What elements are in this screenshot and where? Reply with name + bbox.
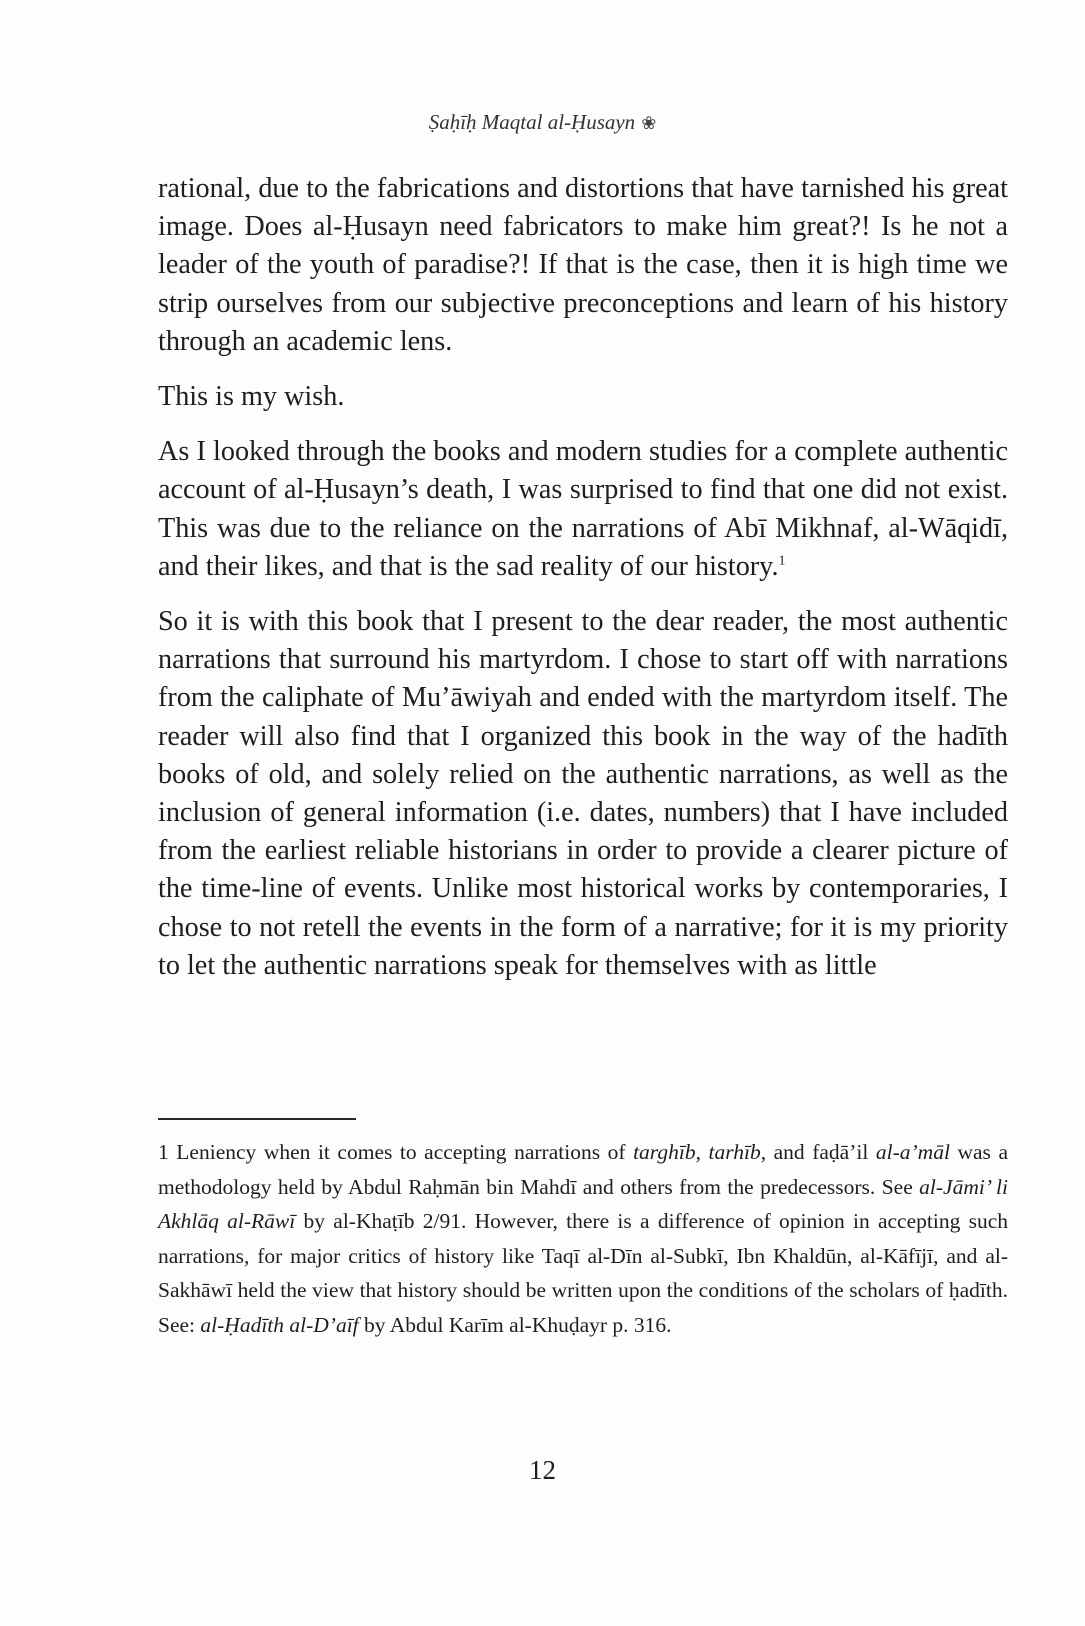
running-head bbox=[0, 110, 1085, 135]
footnote-italic-term: tarhīb bbox=[708, 1140, 761, 1164]
footnote-text: was a methodology held by Abdul Raḥmān bin Mahdī and others from the predecessors. See bbox=[158, 1140, 1008, 1199]
footnote-divider bbox=[158, 1118, 356, 1120]
paragraph-3 bbox=[158, 433, 1008, 586]
footnote-number: 1 bbox=[158, 1140, 169, 1164]
footnote-1 bbox=[158, 1135, 1008, 1343]
ornament-icon: ❀ bbox=[641, 113, 657, 133]
footnote-text: , bbox=[695, 1140, 709, 1164]
footnote bbox=[158, 1135, 1008, 1343]
paragraph-1: rational, due to the fabrications and distortions that have tarnished his great image. Does al-Ḥusayn need fabricators to make him great?! Is he not a leader of the youth of paradise?! If that is the case, then it is high time we strip ourselves from our subjective preconceptions and learn of his history through an academic lens. bbox=[158, 173, 1008, 357]
footnote-book-title: al-Jāmi’ li Akhlāq al-Rāwī bbox=[158, 1174, 1008, 1234]
footnote-text: , and faḍā’il bbox=[760, 1140, 876, 1164]
footnote-book-title: al-Ḥadīth al-D’aīf bbox=[200, 1312, 359, 1337]
paragraph-4: So it is with this book that I present to the dear reader, the most authentic narrations that surround his martyrdom. I chose to start off with narrations from the caliphate of Mu’āwiyah and ended with the martyrdom itself. The reader will also find that I organized this book in the way of the hadīth books of old, and solely relied on the authentic narrations, as well as the inclusion of general information (i.e. dates, numbers) that I have included from the earliest reliable historians in order to provide a clearer picture of the time-line of events. Unlike most historical works by contemporaries, I chose to not retell the events in the form of a narrative; for it is my priority to let the authentic narrations speak for themselves with as little bbox=[158, 606, 1008, 981]
paragraph-2: This is my wish. bbox=[158, 381, 345, 413]
paragraph-3-text: As I looked through the books and modern studies for a complete authentic account of al-Ḥusayn’s death, I was surprised to find that one did not exist. This was due to the reliance on the narrations of Abī Mikhnaf, al-Wāqidī, and their likes, and that is the sad reality of our history. bbox=[158, 436, 1008, 582]
footnote-italic-term: al-a’māl bbox=[875, 1140, 950, 1164]
footnote-reference[interactable]: 1 bbox=[778, 553, 786, 569]
footnote-text: by Abdul Karīm al-Khuḍayr p. 316. bbox=[358, 1312, 672, 1337]
page-number: 12 bbox=[529, 1455, 556, 1485]
footnote-italic-term: targhīb bbox=[633, 1140, 696, 1164]
footnote-text: by al-Khaṭīb 2/91. However, there is a difference of opinion in accepting such narrations, for major critics of history like Taqī al-Dīn al-Subkī, Ibn Khaldūn, al-Kāfījī, and al-Sakhāwī held the view that history should be written upon the conditions of the scholars of ḥadīth. See: bbox=[158, 1209, 1008, 1337]
running-head-title: Ṣaḥīḥ Maqtal al-Ḥusayn bbox=[428, 110, 636, 134]
body-text bbox=[158, 170, 1008, 1002]
footnote-text: Leniency when it comes to accepting narrations of bbox=[168, 1140, 634, 1164]
